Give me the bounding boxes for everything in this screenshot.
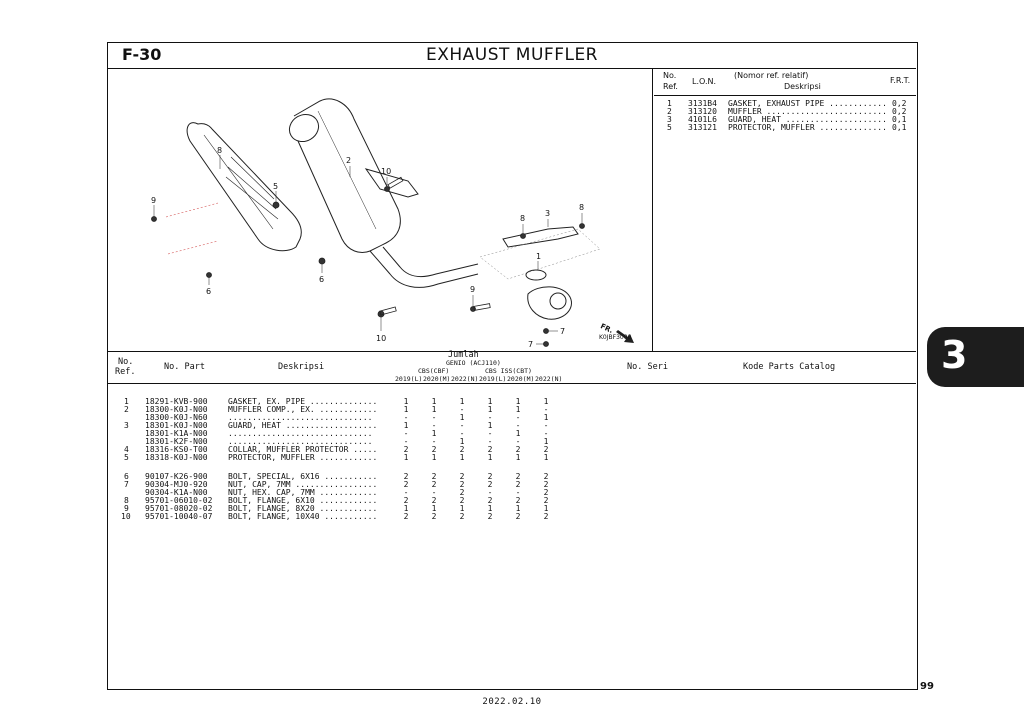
- callout-4a: 5: [273, 182, 279, 191]
- callout-leaders: [154, 155, 585, 344]
- callout-6a: 9: [151, 196, 157, 205]
- col-seri: No. Seri: [627, 362, 668, 372]
- figure-header: [108, 43, 916, 69]
- callout-9: 9: [470, 285, 476, 294]
- table-row: 6 90107-K26-900 BOLT, SPECIAL, 6X16 ........... 2 2 2 2 2 2: [124, 472, 549, 481]
- footer-date: 2022.02.10: [482, 697, 542, 707]
- fr-label: FR.: [599, 322, 615, 335]
- callout-4b: 6: [319, 275, 325, 284]
- section-tab[interactable]: [927, 327, 1024, 387]
- frt-row: 5 313121 PROTECTOR, MUFFLER .............. 0,1: [667, 123, 907, 132]
- col-part: No. Part: [164, 362, 205, 372]
- table-row: 18301-K1A-N00 .............................. - 1 - - 1 -: [145, 429, 549, 438]
- callout-8a: 8: [520, 214, 526, 223]
- header-no: No.: [663, 71, 677, 80]
- header-ref: Ref.: [663, 82, 678, 91]
- page-frame: [107, 42, 918, 690]
- parts-table-header: No. Ref. No. Part Deskripsi Jumlah GENIO (ACJ110) CBS(CBF) CBS ISS(CBT) 2019(L) 2020(M) 2022(N) 2019(L) 2020(M) 2022(N) No. Seri Kode Parts Catalog: [108, 351, 916, 384]
- col-catalog: Kode Parts Catalog: [743, 362, 836, 372]
- frt-reference-table: [654, 69, 916, 351]
- table-row: 18300-K0J-N60 .............................. - - 1 - - 1: [145, 413, 549, 422]
- table-row: 8 95701-06010-02 BOLT, FLANGE, 6X10 ............ 2 2 2 2 2 2: [124, 496, 549, 505]
- header-frt: F.R.T.: [890, 76, 911, 85]
- table-row: 5 18318-K0J-N00 PROTECTOR, MUFFLER ............ 1 1 1 1 1 1: [124, 453, 549, 462]
- exhaust-muffler-illustration: [108, 69, 653, 351]
- callout-10b: 10: [376, 334, 387, 343]
- exhaust-joint: [526, 270, 571, 319]
- diagram-code: K0JBF3000: [599, 334, 632, 341]
- header-desc: Deskripsi: [784, 82, 821, 91]
- muffler-protector: [166, 123, 301, 254]
- callout-10a: 10: [381, 167, 392, 176]
- table-row: 10 95701-10040-07 BOLT, FLANGE, 10X40 ........... 2 2 2 2 2 2: [121, 512, 549, 521]
- fasteners: [152, 177, 585, 346]
- callout-7a: 7: [560, 327, 566, 336]
- col-desc: Deskripsi: [278, 362, 325, 372]
- frt-row: 3 4101L6 GUARD, HEAT ..................... 0,1: [667, 115, 907, 124]
- header-desc-note: (Nomor ref. relatif): [734, 71, 809, 80]
- callout-6b: 6: [206, 287, 212, 296]
- frt-row: 1 3131B4 GASKET, EXHAUST PIPE ............ 0,2: [667, 99, 907, 108]
- frt-table-header: [654, 69, 916, 96]
- callout-1: 1: [536, 252, 542, 261]
- callout-7b: 7: [528, 340, 534, 349]
- table-row: 9 95701-08020-02 BOLT, FLANGE, 8X20 ............ 1 1 1 1 1 1: [124, 504, 549, 513]
- frt-row: 2 313120 MUFFLER ......................... 0,2: [667, 107, 907, 116]
- table-row: 4 18316-KS0-T00 COLLAR, MUFFLER PROTECTOR ..... 2 2 2 2 2 2: [124, 445, 549, 454]
- col-ref: Ref.: [115, 367, 136, 377]
- muffler-body: [285, 99, 478, 287]
- table-row: 90304-K1A-N00 NUT, HEX. CAP, 7MM ............ - - 2 - - 2: [145, 488, 549, 497]
- col-model: GENIO (ACJ110): [446, 359, 501, 367]
- col-jumlah: Jumlah: [448, 350, 479, 360]
- figure-title: EXHAUST MUFFLER: [425, 45, 598, 65]
- col-no: No.: [118, 357, 134, 367]
- callout-2: 2: [346, 156, 352, 165]
- section-tab-label: 3: [941, 333, 968, 377]
- header-lon: L.O.N.: [692, 77, 717, 86]
- callout-5: 8: [217, 146, 223, 155]
- col-cbs-iss: CBS ISS(CBT): [485, 367, 532, 375]
- figure-code: F-30: [122, 45, 162, 64]
- callout-3: 3: [545, 209, 551, 218]
- table-row: 18301-K2F-N00 .............................. - - 1 - - 1: [145, 437, 549, 446]
- exploded-diagram: [108, 69, 653, 351]
- table-row: 7 90304-MJ0-920 NUT, CAP, 7MM ................. 2 2 2 2 2 2: [124, 480, 549, 489]
- table-row: 1 18291-KVB-900 GASKET, EX. PIPE .............. 1 1 1 1 1 1: [124, 397, 549, 406]
- table-row: 2 18300-K0J-N00 MUFFLER COMP., EX. ............ 1 1 - 1 1 -: [124, 405, 549, 414]
- table-row: 3 18301-K0J-N00 GUARD, HEAT ................... 1 - - 1 - -: [124, 421, 549, 430]
- col-cbs-cbf: CBS(CBF): [418, 367, 450, 375]
- page-number: 99: [920, 681, 934, 692]
- callout-8b: 8: [579, 203, 585, 212]
